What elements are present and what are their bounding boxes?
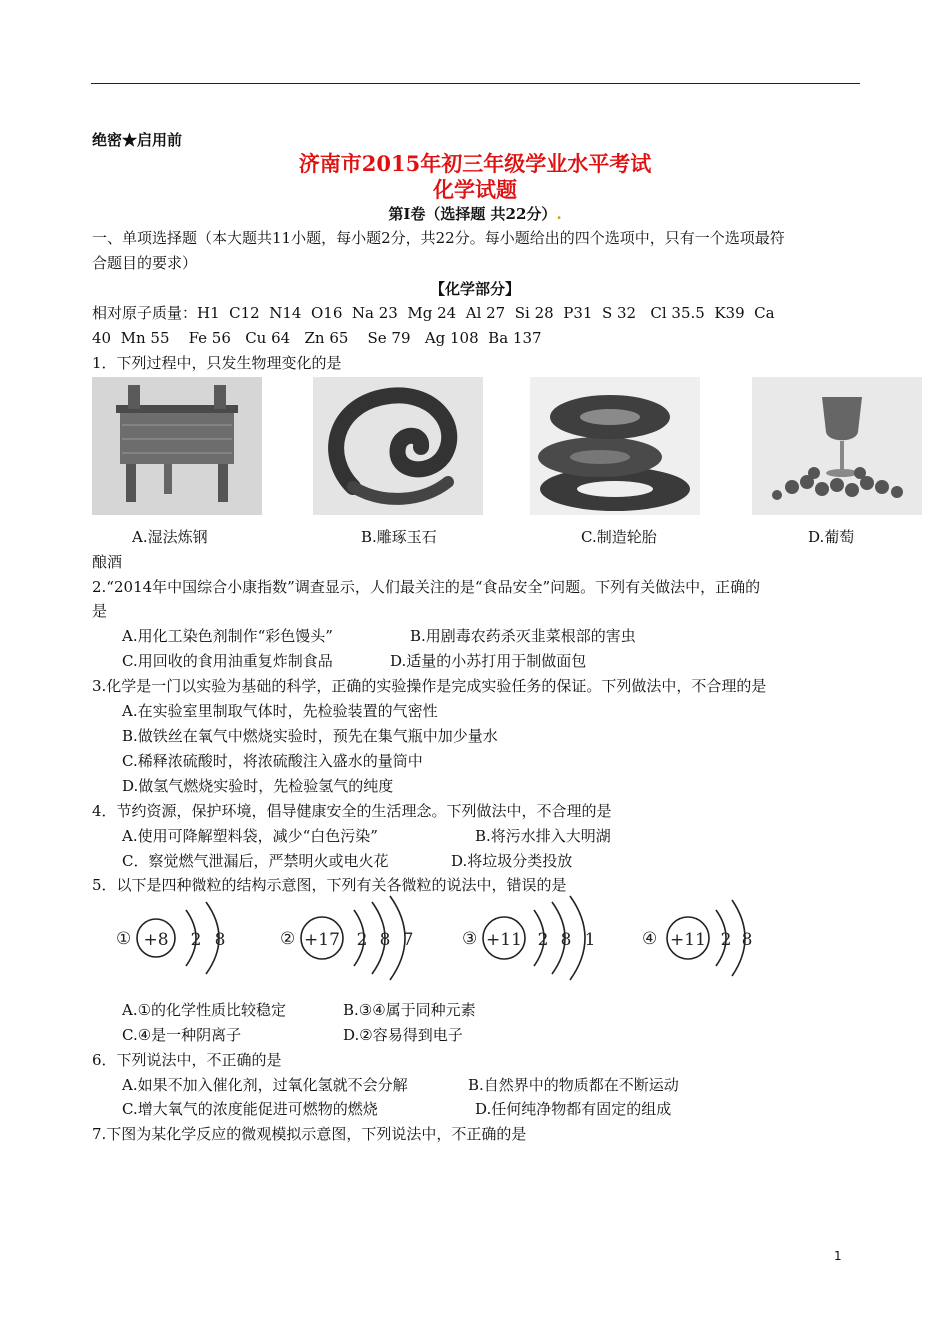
header-rule: [91, 83, 860, 84]
tires-image: [530, 377, 700, 515]
q6-option-c: C.增大氧气的浓度能促进可燃物的燃烧: [122, 1100, 378, 1118]
q5-option-b: B.③④属于同种元素: [343, 1001, 476, 1019]
diagram-1-shell-1: 2: [190, 930, 202, 950]
q3-option-b: B.做铁丝在氧气中燃烧实验时，预先在集气瓶中加少量水: [122, 727, 498, 745]
part-heading: 【化学部分】: [429, 280, 520, 298]
q3-option-a: A.在实验室里制取气体时，先检验装置的气密性: [122, 702, 438, 720]
q4-option-b: B.将污水排入大明湖: [475, 827, 611, 845]
diagram-1-shell-2: 8: [214, 930, 226, 950]
section-instructions-line1: 一、单项选择题（本大题共11小题，每小题2分，共22分。每小题给出的四个选项中，只有一个选项最符: [92, 229, 785, 247]
q6-option-d: D.任何纯净物都有固定的组成: [475, 1100, 672, 1118]
jade-carving-image: [313, 377, 483, 515]
particle-diagram-1: [116, 902, 225, 974]
diagram-4-index: ④: [642, 929, 658, 949]
q1-option-d-caption: D.葡萄: [808, 528, 855, 546]
diagram-1-nucleus: +8: [143, 930, 169, 950]
diagram-3-nucleus: +11: [486, 930, 522, 950]
q6-option-b: B.自然界中的物质都在不断运动: [468, 1076, 679, 1094]
q5-stem: 5．以下是四种微粒的结构示意图，下列有关各微粒的说法中，错误的是: [92, 876, 567, 894]
q1-stem: 1．下列过程中，只发生物理变化的是: [92, 354, 342, 372]
q6-stem: 6．下列说法中，不正确的是: [92, 1051, 282, 1069]
diagram-2-nucleus: +17: [304, 930, 340, 950]
particle-diagram-4: [642, 900, 752, 976]
q4-option-a: A.使用可降解塑料袋，减少“白色污染”: [122, 827, 378, 845]
diagram-4-shell-2: 8: [741, 930, 753, 950]
diagram-1-index: ①: [116, 929, 132, 949]
diagram-4-nucleus: +11: [670, 930, 706, 950]
q3-stem: 3.化学是一门以实验为基础的科学，正确的实验操作是完成实验任务的保证。下列做法中，不合理的是: [92, 677, 767, 695]
q2-option-c: C.用回收的食用油重复炸制食品: [122, 652, 333, 670]
q4-option-d: D.将垃圾分类投放: [451, 852, 573, 870]
q2-stem-line2: 是: [92, 602, 108, 620]
diagram-3-index: ③: [462, 929, 478, 949]
q2-option-a: A.用化工染色剂制作“彩色馒头”: [122, 627, 333, 645]
q3-option-c: C.稀释浓硫酸时，将浓硫酸注入盛水的量筒中: [122, 752, 423, 770]
q1-option-c-caption: C.制造轮胎: [581, 528, 657, 546]
diagram-3-shell-2: 8: [560, 930, 572, 950]
page-number: 1: [834, 1249, 842, 1263]
diagram-3-shell-3: 1: [584, 930, 596, 950]
diagram-2-shell-3: 7: [402, 930, 414, 950]
q2-stem-line1: 2.“2014年中国综合小康指数”调查显示，人们最关注的是“食品安全”问题。下列有关做法中，正确的: [92, 578, 761, 596]
subject-title: 化学试题: [433, 177, 517, 202]
grape-wine-image: [752, 377, 922, 515]
q1-option-b-caption: B.雕琢玉石: [361, 528, 437, 546]
particle-diagram-2: [280, 896, 413, 980]
q5-option-c: C.④是一种阴离子: [122, 1026, 242, 1044]
q1-option-a-caption: A.湿法炼钢: [132, 528, 208, 546]
q4-stem: 4．节约资源，保护环境，倡导健康安全的生活理念。下列做法中，不合理的是: [92, 802, 612, 820]
q2-option-d: D.适量的小苏打用于制做面包: [390, 652, 587, 670]
atomic-mass-line1: 相对原子质量：H1 C12 N14 O16 Na 23 Mg 24 Al 27 Si 28 P31 S 32 Cl 35.5 K39 Ca: [92, 304, 775, 322]
q3-option-d: D.做氢气燃烧实验时，先检验氢气的纯度: [122, 777, 394, 795]
q5-option-a: A.①的化学性质比较稳定: [122, 1001, 287, 1019]
q5-option-d: D.②容易得到电子: [343, 1026, 463, 1044]
diagram-2-shell-2: 8: [379, 930, 391, 950]
bronze-ding-image: [92, 377, 262, 515]
diagram-2-index: ②: [280, 929, 296, 949]
q1-option-d-wrap: 酿酒: [92, 553, 123, 571]
q4-option-c: C．察觉燃气泄漏后，严禁明火或电火花: [122, 852, 389, 870]
atomic-mass-line2: 40 Mn 55 Fe 56 Cu 64 Zn 65 Se 79 Ag 108 Ba 137: [92, 329, 542, 347]
diagram-3-shell-1: 2: [537, 930, 549, 950]
section-instructions-line2: 合题目的要求）: [92, 254, 198, 272]
exam-title: 济南市2015年初三年级学业水平考试: [298, 151, 652, 176]
particle-diagram-3: [462, 896, 595, 980]
q2-option-b: B.用剧毒农药杀灭韭菜根部的害虫: [410, 627, 636, 645]
diagram-2-shell-1: 2: [356, 930, 368, 950]
volume-heading: 第Ⅰ卷（选择题 共22分）.: [388, 205, 562, 223]
q6-option-a: A.如果不加入催化剂，过氧化氢就不会分解: [122, 1076, 408, 1094]
diagram-4-shell-1: 2: [720, 930, 732, 950]
q7-stem: 7.下图为某化学反应的微观模拟示意图，下列说法中，不正确的是: [92, 1125, 527, 1143]
particle-structure-diagrams: [110, 888, 760, 988]
confidential-mark: 绝密★启用前: [92, 131, 183, 149]
